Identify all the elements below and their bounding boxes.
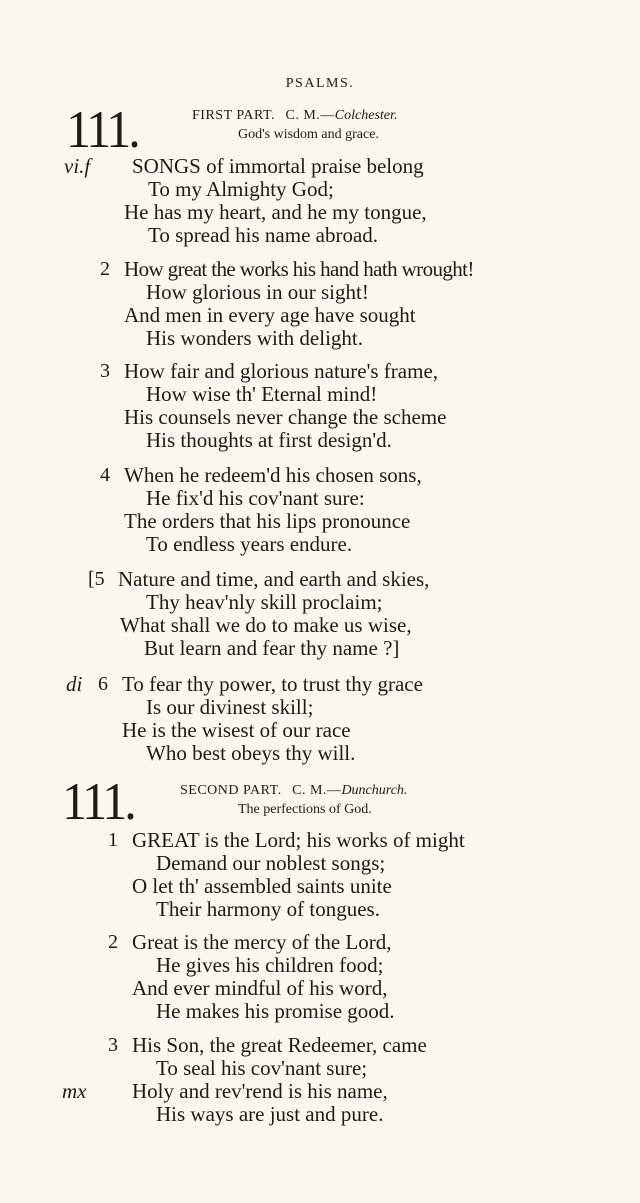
verse-line: And men in every age have sought [124,303,416,327]
verse-number: [5 [88,568,105,590]
verse-line: He makes his promise good. [156,999,395,1023]
verse-line: How great the works his hand hath wrought! [124,257,474,281]
hymn-number: 111. [66,99,138,159]
verse-line: To fear thy power, to trust thy grace [122,672,423,696]
verse-line: Thy heav'nly skill proclaim; [146,590,383,614]
hymn-meter: C. M.— [285,108,335,123]
verse-line: Their harmony of tongues. [156,897,380,921]
running-head: PSALMS. [285,76,355,91]
verse-line: How fair and glorious nature's frame, [124,359,439,383]
verse-line: He has my heart, and he my tongue, [124,200,427,224]
verse-line: To seal his cov'nant sure; [156,1056,368,1080]
hymn-part: FIRST PART. [192,108,275,123]
verse-line: Who best obeys thy will. [146,741,356,765]
verse-line: Holy and rev'rend is his name, [132,1079,388,1103]
verse-line: His Son, the great Redeemer, came [132,1033,427,1057]
verse-line: His ways are just and pure. [156,1102,384,1126]
hymn-subtitle: God's wisdom and grace. [238,127,379,142]
performance-mark: mx [62,1079,87,1103]
hymn-subtitle: The perfections of God. [238,802,372,817]
verse-line: He is the wisest of our race [122,718,351,742]
verse-line: How glorious in our sight! [146,280,369,304]
verse-line: The orders that his lips pronounce [124,509,411,533]
verse-line: His counsels never change the scheme [124,405,447,429]
hymn-part: SECOND PART. [180,783,282,798]
hymn-heading [192,106,397,144]
verse-line: Is our divinest skill; [146,695,314,719]
verse-number: 3 [108,1034,118,1056]
hymn-tune: Dunchurch. [341,783,408,798]
verse-line: SONGS of immortal praise belong [132,154,424,178]
verse-line: What shall we do to make us wise, [120,613,412,637]
verse-line: To my Almighty God; [148,177,334,201]
verse-number: 2 [108,931,118,953]
verse-number: 4 [100,464,110,486]
verse-number: 1 [108,829,118,851]
hymn-tune: Colchester. [334,108,398,123]
verse-line: And ever mindful of his word, [132,976,388,1000]
verse-line: He fix'd his cov'nant sure: [146,486,365,510]
verse-line: When he redeem'd his chosen sons, [124,463,422,487]
verse-line: To endless years endure. [146,532,353,556]
verse-number: 3 [100,360,110,382]
verse-number: 6 [98,673,108,695]
verse-line: His wonders with delight. [146,326,363,350]
verse-line: Nature and time, and earth and skies, [118,567,430,591]
verse-line: His thoughts at first design'd. [146,428,392,452]
verse-line: But learn and fear thy name ?] [144,636,400,660]
verse-line: How wise th' Eternal mind! [146,382,378,406]
verse-line: Demand our noblest songs; [156,851,386,875]
hymn-meter: C. M.— [292,783,342,798]
verse-line: Great is the mercy of the Lord, [132,930,392,954]
performance-mark: vi.f [64,154,91,178]
verse-line: He gives his children food; [156,953,384,977]
verse-line: To spread his name abroad. [148,223,379,247]
verse-line: O let th' assembled saints unite [132,874,392,898]
performance-mark: di [66,672,83,696]
verse-number: 2 [100,258,110,280]
verse-line: GREAT is the Lord; his works of might [132,828,465,852]
hymn-number: 111. [62,771,134,831]
hymn-heading [180,781,407,819]
